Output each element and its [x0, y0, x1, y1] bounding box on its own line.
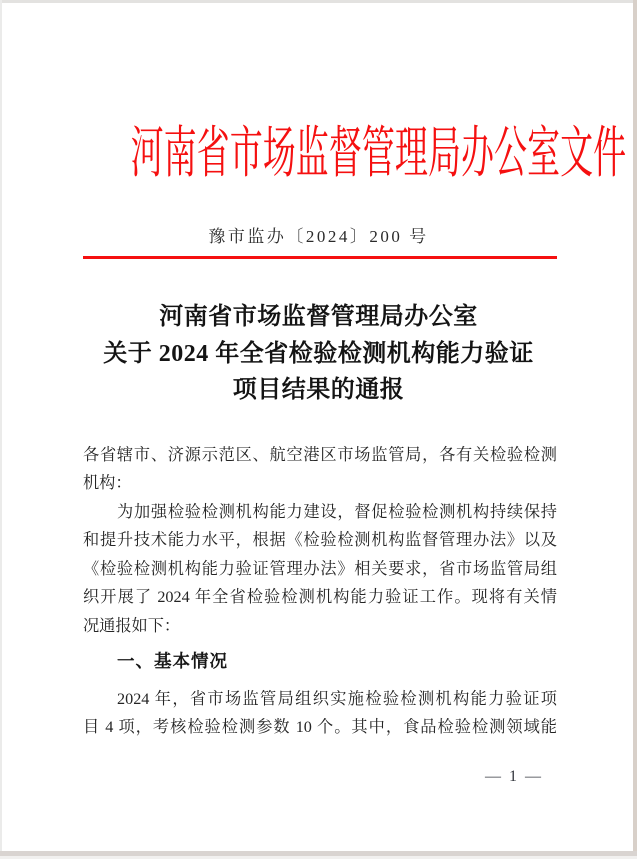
- text-line: 目 4 项，考核检验检测参数 10 个。其中，食品检验检测领域能: [83, 717, 557, 736]
- document-number: 豫市监办〔2024〕200 号: [208, 227, 429, 246]
- page-edge-right: [633, 0, 637, 859]
- text-line: 机构：: [83, 474, 132, 493]
- document-title: [0, 299, 637, 409]
- document-title-line-2: 关于 2024 年全省检验检测机构能力验证: [103, 340, 534, 367]
- letterhead-org-title: 河南省市场监督管理局办公室文件: [130, 123, 627, 185]
- letterhead-divider-rule: [83, 256, 557, 259]
- text-line: 和提升技术能力水平，根据《检验检测机构监督管理办法》以及: [83, 531, 557, 550]
- text-line: 2024 年，省市场监管局组织实施检验检测机构能力验证项: [117, 689, 557, 708]
- salutation: [83, 441, 557, 498]
- document-title-line-3: 项目结果的通报: [232, 377, 405, 403]
- page-number: — 1 —: [485, 768, 543, 785]
- section-heading: 一、基本情况: [117, 651, 228, 672]
- page-edge-left: [0, 0, 2, 859]
- text-line: 各省辖市、济源示范区、航空港区市场监管局，各有关检验检测: [83, 446, 557, 464]
- page-edge-top: [0, 0, 637, 3]
- paragraph-1: [83, 498, 557, 640]
- paragraph-2: [83, 685, 557, 742]
- text-line: 为加强检验检测机构能力建设，督促检验检测机构持续保持: [117, 502, 557, 521]
- text-line: 《检验检测机构能力验证管理办法》相关要求，省市场监管局组: [83, 559, 557, 578]
- text-line: 况通报如下：: [83, 616, 181, 635]
- document-body: [83, 441, 557, 741]
- document-title-line-1: 河南省市场监督管理局办公室: [159, 304, 478, 330]
- text-line: 织开展了 2024 年全省检验检测机构能力验证工作。现将有关情: [83, 588, 557, 607]
